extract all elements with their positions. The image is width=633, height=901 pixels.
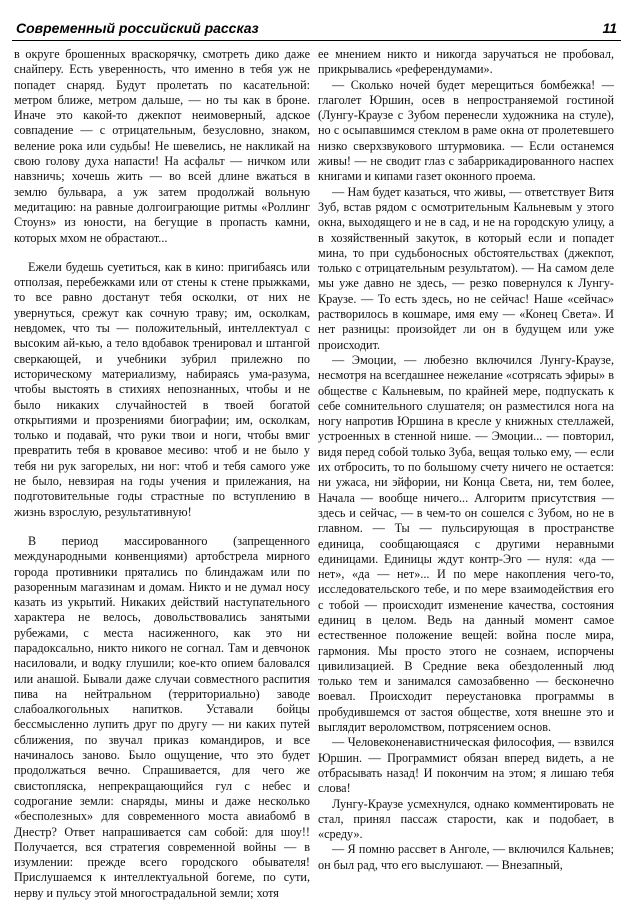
paragraph: — Человеконенавистническая философия, — взвился Юршин. — Программист обязан вперед видеть, а не отбрасывать назад! И покончим на этом; я лишаю тебя слова!	[318, 735, 614, 796]
paragraph: в округе брошенных враскорячку, смотреть дико даже снайперу. Есть уверенность, что именно в тебя уж не попадет снаряд. Будут пролетать по касательной: метром ближе, метром дальше, — но ты как в броне. Иначе это какой-то джекпот неимоверный, адское совпадение — с отрицательным, безусловно, знаком, веление рока или судьбы! Не шевелись, не накликай на свою голову духа напасти! На асфальт — ничком или навзничь; хочешь жить — во всей длине вжаться в землю бульвара, а уж затем продолжай вольную медитацию: на равные долгоиграющие ритмы «Роллинг Стоунз» из юности, на бегущие в пропасть камни, которых мхом не обрастают...	[14, 47, 310, 245]
paragraph: В период массированного (запрещенного международными конвенциями) артобстрела мирного города противники прятались по блиндажам или по разоренным магазинам и домам. Никто и не думал носу казать из укрытий. Никаких действий наступательного характера не велось, довольствовались занятыми рубежами, с места насиженного, как это ни парадоксально, никто никого не согнал. Там и девчонок насиловали, и водку глушили; кое-кто опием баловался или анашой. Бывали даже случаи совместного распития пива на нейтральном (территориально) заводе слабоалкогольных напитков. Уставали бойцы бессмысленно лупить друг по другу — ни каких путей сближения, по звучал приказ командиров, и все начиналось заново. Было ощущение, что это будет продолжаться вечно. Спрашивается, для чего же свистопляска, непрекращающийся гул с небес и содрогание земли: снаряды, мины и даже несколько «бесполезных» для современного моста авиабомб в Днестр? Ответ напрашивается сам собой: для шоу!! Получается, вся стратегия современной войны — в изумлении: прежде всего городского обывателя! Прислушаемся к интеллектуальной богеме, по сути, нерву и пульсу этой многострадальной земли; хотя	[14, 533, 310, 900]
right-text-column	[318, 47, 614, 873]
paragraph: ее мнением никто и никогда заручаться не пробовал, прикрывались «референдумами».	[318, 47, 614, 77]
left-text-column	[14, 47, 310, 901]
paragraph: — Нам будет казаться, что живы, — ответствует Витя Зуб, встав рядом с осмотрительным Кальневым у этого окна, выходящего и не в сад, и не на городскую улицу, а в хозяйственный закуток, в который если и попадет мина, то при судьбоносных обстоятельствах (джекпот, только с отрицательным результатом). — На самом деле мы уже давно не здесь, — резко повернулся к Лунгу-Краузе. — То есть здесь, но не сейчас! Наше «сейчас» растворилось в кошмаре, имя ему — «Конец Света». И нет разницы: произойдет ли он в будущем или уже происходит.	[318, 184, 614, 352]
page-number: 11	[602, 20, 617, 36]
magazine-section-title: Современный российский рассказ	[16, 20, 259, 36]
paragraph: — Я помню рассвет в Анголе, — включился Кальнев; он был рад, что его выслушают. — Внезапный,	[318, 842, 614, 872]
paragraph: — Сколько ночей будет мерещиться бомбежка! — глаголет Юршин, осев в непространяемой гостиной (Лунгу-Краузе с Зубом перенесли художника на стуле), но с осыпавшимся стеклом в раме окна от пролетевшего низко сверхзвукового штурмовика. — Если останемся живы! — не сводит глаз с забаррикадированного наспех книгами и кипами газет оконного проема.	[318, 77, 614, 184]
running-header	[12, 18, 621, 41]
paragraph: — Эмоции, — любезно включился Лунгу-Краузе, несмотря на всегдашнее нежелание «сотрясать эфиры» в обществе с Кальневым, по крайней мере, подпускать к себе сомнительного слушателя; он разместился нога на ногу напротив Юршина в кресле у книжных стеллажей, устроенных в стенной нише. — Эмоции... — повторил, видя перед собой только Зуба, вещая только ему, — если их отбросить, то по большому счету ничего не остается: ни ужаса, ни эйфории, ни Конца Света, ни, тем более, Начала — вообще ничего... Алгоритм присутствия — здесь и сейчас, — в чем-то он сошелся с Зубом, но не в главном. — Ты — пульсирующая в пространстве единица, сообщающаяся с другими неравными единицами. Единицы ждут контр-Эго — нуля: «да — нет», «да — нет»... И по мере накопления чего-то, исследовательского тебе, и по мере взаимодействия его с тобой — происходит изменение качества, состояния единиц в целом. Ведь на данный момент самое естественное положение вещей: война после мира, гармония. Мы просто этого не сознаем, испорчены цивилизацией. В Средние века обездоленный люд только тем и занимался самозабвенно — бесконечно воевал. Происходит переустановка программы в пробудившемся от застоя обществе, хотя внешне это и выглядит вероломством, потрясением основ.	[318, 352, 614, 735]
paragraph: Ежели будешь суетиться, как в кино: пригибаясь или отползая, перебежками или от стены к стене прыжками, то все равно достанут тебя осколки, от них не увернуться, срежут как сочную траву; им, осколкам, невдомек, что ты — положительный, интеллектуал с высоким ай-кью, а тело вдобавок тренировал и штангой сверкающей, и учебники зубрил прилежно по историческому материализму, набираясь ума-разума, чтобы выстоять в стихиях непознанных, чтобы и не было никаких случайностей в твоей богатой открытиями и прозрениями биографии; им, осколкам, только и подавай, что руки твои и ноги, чтобы вмиг превратить тебя в кровавое месиво: чтоб и не было у тебя ни рук загорелых, ни ног: чтоб и тебя самого уже не было, невзирая на годы учения и прилежания, на подготовительные годы страстные по вступлению в жизнь взрослую, результативную!	[14, 259, 310, 519]
paragraph: Лунгу-Краузе усмехнулся, однако комментировать не стал, принял пассаж старости, как и подобает, в «среду».	[318, 796, 614, 842]
